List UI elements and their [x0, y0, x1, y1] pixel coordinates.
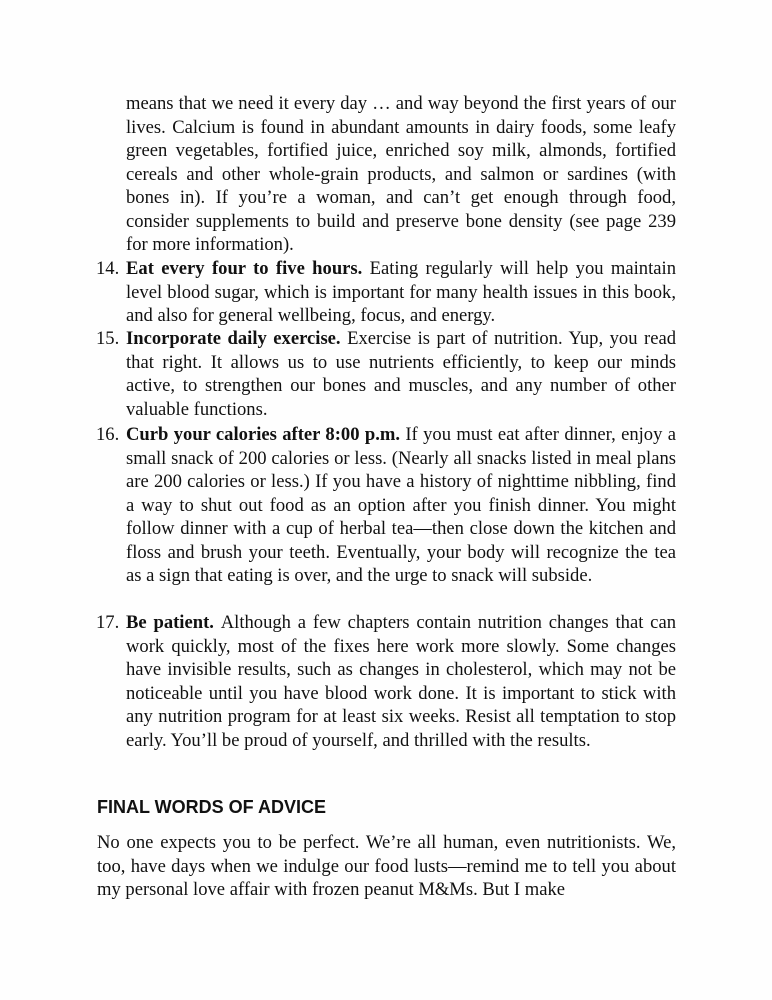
list-item-17	[96, 611, 676, 752]
list-item-body: Exercise is part of nutrition. Yup, you read that right. It allows us to use nutrients efficiently, to keep our minds active, to strengthen our bones and muscles, and any number of other valuable functions.	[126, 328, 677, 420]
section-heading: FINAL WORDS OF ADVICE	[97, 797, 326, 817]
list-item-body: If you must eat after dinner, enjoy a small snack of 200 calories or less. (Nearly all snacks listed in meal plans are 200 calories or less.) If you have a history of nighttime nibbling, find a way to shut out food as an option after you finish dinner. You might follow dinner with a cup of herbal tea—then close down the kitchen and floss and brush your teeth. Eventually, your body will recognize the tea as a sign that eating is over, and the urge to snack will subside.	[126, 424, 677, 586]
list-item-14	[96, 257, 676, 328]
list-item-number: 14.	[96, 258, 120, 279]
list-item-number: 17.	[96, 612, 120, 633]
list-item-title: Be patient.	[126, 612, 221, 633]
closing-paragraph: No one expects you to be perfect. We’re all human, even nutritionists. We, too, have days when we indulge our food lusts—remind me to tell you about my personal love affair with frozen peanut M&Ms. But I make	[97, 832, 676, 900]
list-item-15	[96, 327, 677, 421]
list-item-title: Eat every four to five hours.	[126, 258, 370, 279]
list-item-body: Eating regularly will help you maintain level blood sugar, which is important for many health issues in this book, and also for general wellbeing, focus, and energy.	[126, 258, 676, 326]
list-item-title: Incorporate daily exercise.	[126, 328, 348, 349]
list-item-number: 15.	[96, 328, 120, 349]
list-item-title: Curb your calories after 8:00 p.m.	[126, 424, 406, 445]
list-item-16	[96, 423, 677, 588]
list-item-body: Although a few chapters contain nutrition changes that can work quickly, most of the fixes here work more slowly. Some changes have invisible results, such as changes in cholesterol, which may not be noticeable until you have blood work done. It is important to stick with any nutrition program for at least six weeks. Resist all temptation to stop early. You’ll be proud of yourself, and thrilled with the results.	[126, 612, 676, 751]
continued-paragraph: means that we need it every day … and way beyond the first years of our lives. Calcium is found in abundant amounts in dairy foods, some leafy green vegetables, fortified juice, enriched soy milk, almonds, fortified cereals and other whole-grain products, and salmon or sardines (with bones in). If you’re a woman, and can’t get enough through food, consider supplements to build and preserve bone density (see page 239 for more information).	[126, 93, 676, 255]
list-item-number: 16.	[96, 424, 120, 445]
